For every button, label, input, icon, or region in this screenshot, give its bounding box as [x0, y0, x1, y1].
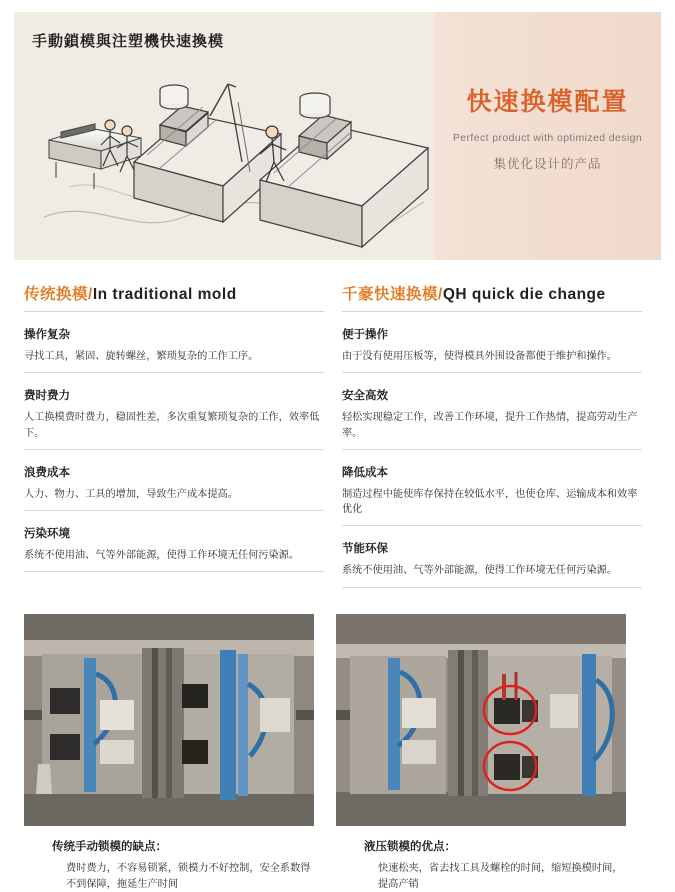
list-item: [342, 464, 642, 527]
item-body: 人力、物力、工具的增加，导致生产成本提高。: [24, 487, 324, 511]
item-body: 轻松实现稳定工作，改善工作环境，提升工作热情，提高劳动生产率。: [342, 410, 642, 450]
item-title: 安全高效: [342, 390, 388, 403]
item-title: 费时费力: [24, 390, 70, 403]
heading-cn: 传统换模: [24, 286, 89, 303]
banner-subtitle-cn: 集优化设计的产品: [493, 157, 602, 171]
mold-machine-photo-icon: [24, 614, 314, 826]
banner-text-panel: [434, 12, 661, 260]
photo-caption-body: 费时费力，不容易锁紧，锁模力不好控制，安全系数得不到保障，拖延生产时间: [66, 862, 311, 890]
photo-manual-clamping: [24, 614, 314, 826]
column-heading-traditional: [24, 282, 324, 312]
list-item: [342, 326, 642, 373]
item-body: 系统不使用油、气等外部能源，使得工作环境无任何污染源。: [24, 548, 324, 572]
photo-section: [24, 614, 651, 892]
list-item: [342, 387, 642, 450]
header-banner: [14, 12, 661, 260]
item-body: 寻找工具，紧固、旋转螺丝，繁琐复杂的工作工序。: [24, 349, 324, 373]
item-title: 操作复杂: [24, 329, 70, 341]
list-item: [24, 525, 324, 572]
banner-illustration-panel: [14, 12, 434, 260]
list-item: [342, 540, 642, 587]
photo-caption-body: 快速松夹，省去找工具及螺栓的时间，缩短换模时间，提高产销: [378, 862, 623, 890]
banner-left-title: 手動鎖模與注塑機快速換模: [32, 33, 225, 50]
item-body: 人工换模费时费力，稳固性差，多次重复繁琐复杂的工作，效率低下。: [24, 410, 324, 450]
item-body: 由于没有使用压板等，使得模具外围设备都便于维护和操作。: [342, 349, 642, 373]
comparison-column-quick: [342, 282, 642, 588]
item-body: 系统不使用油、气等外部能源，使得工作环境无任何污染源。: [342, 563, 642, 587]
list-item: [24, 326, 324, 373]
photo-caption-title: 传统手动锁模的缺点：: [52, 840, 167, 853]
heading-en: In traditional mold: [92, 286, 237, 303]
column-heading-quick: [342, 282, 642, 312]
list-item: [24, 387, 324, 450]
item-title: 便于操作: [342, 329, 388, 341]
photo-caption-title: 液压锁模的优点：: [364, 840, 456, 853]
item-title: 节能环保: [342, 543, 388, 556]
mold-machine-photo-icon: [336, 614, 626, 826]
item-body: 制造过程中能使库存保持在较低水平，也使仓库、运输成本和效率优化: [342, 487, 642, 527]
banner-subtitle-en: Perfect product with optimized design: [452, 132, 643, 144]
heading-separator: /: [88, 286, 93, 303]
heading-cn: 千豪快速换模: [342, 286, 439, 303]
photo-column-manual: [24, 614, 314, 892]
photo-column-hydraulic: [336, 614, 626, 892]
comparison-section: [24, 282, 657, 588]
banner-headline: 快速换模配置: [466, 88, 629, 116]
photo-hydraulic-clamping: [336, 614, 626, 826]
list-item: [24, 464, 324, 511]
comparison-column-traditional: [24, 282, 324, 588]
heading-en: QH quick die change: [442, 286, 606, 303]
heading-separator: /: [438, 286, 443, 303]
item-title: 污染环境: [24, 528, 70, 541]
item-title: 降低成本: [342, 466, 388, 479]
item-title: 浪费成本: [24, 466, 70, 479]
